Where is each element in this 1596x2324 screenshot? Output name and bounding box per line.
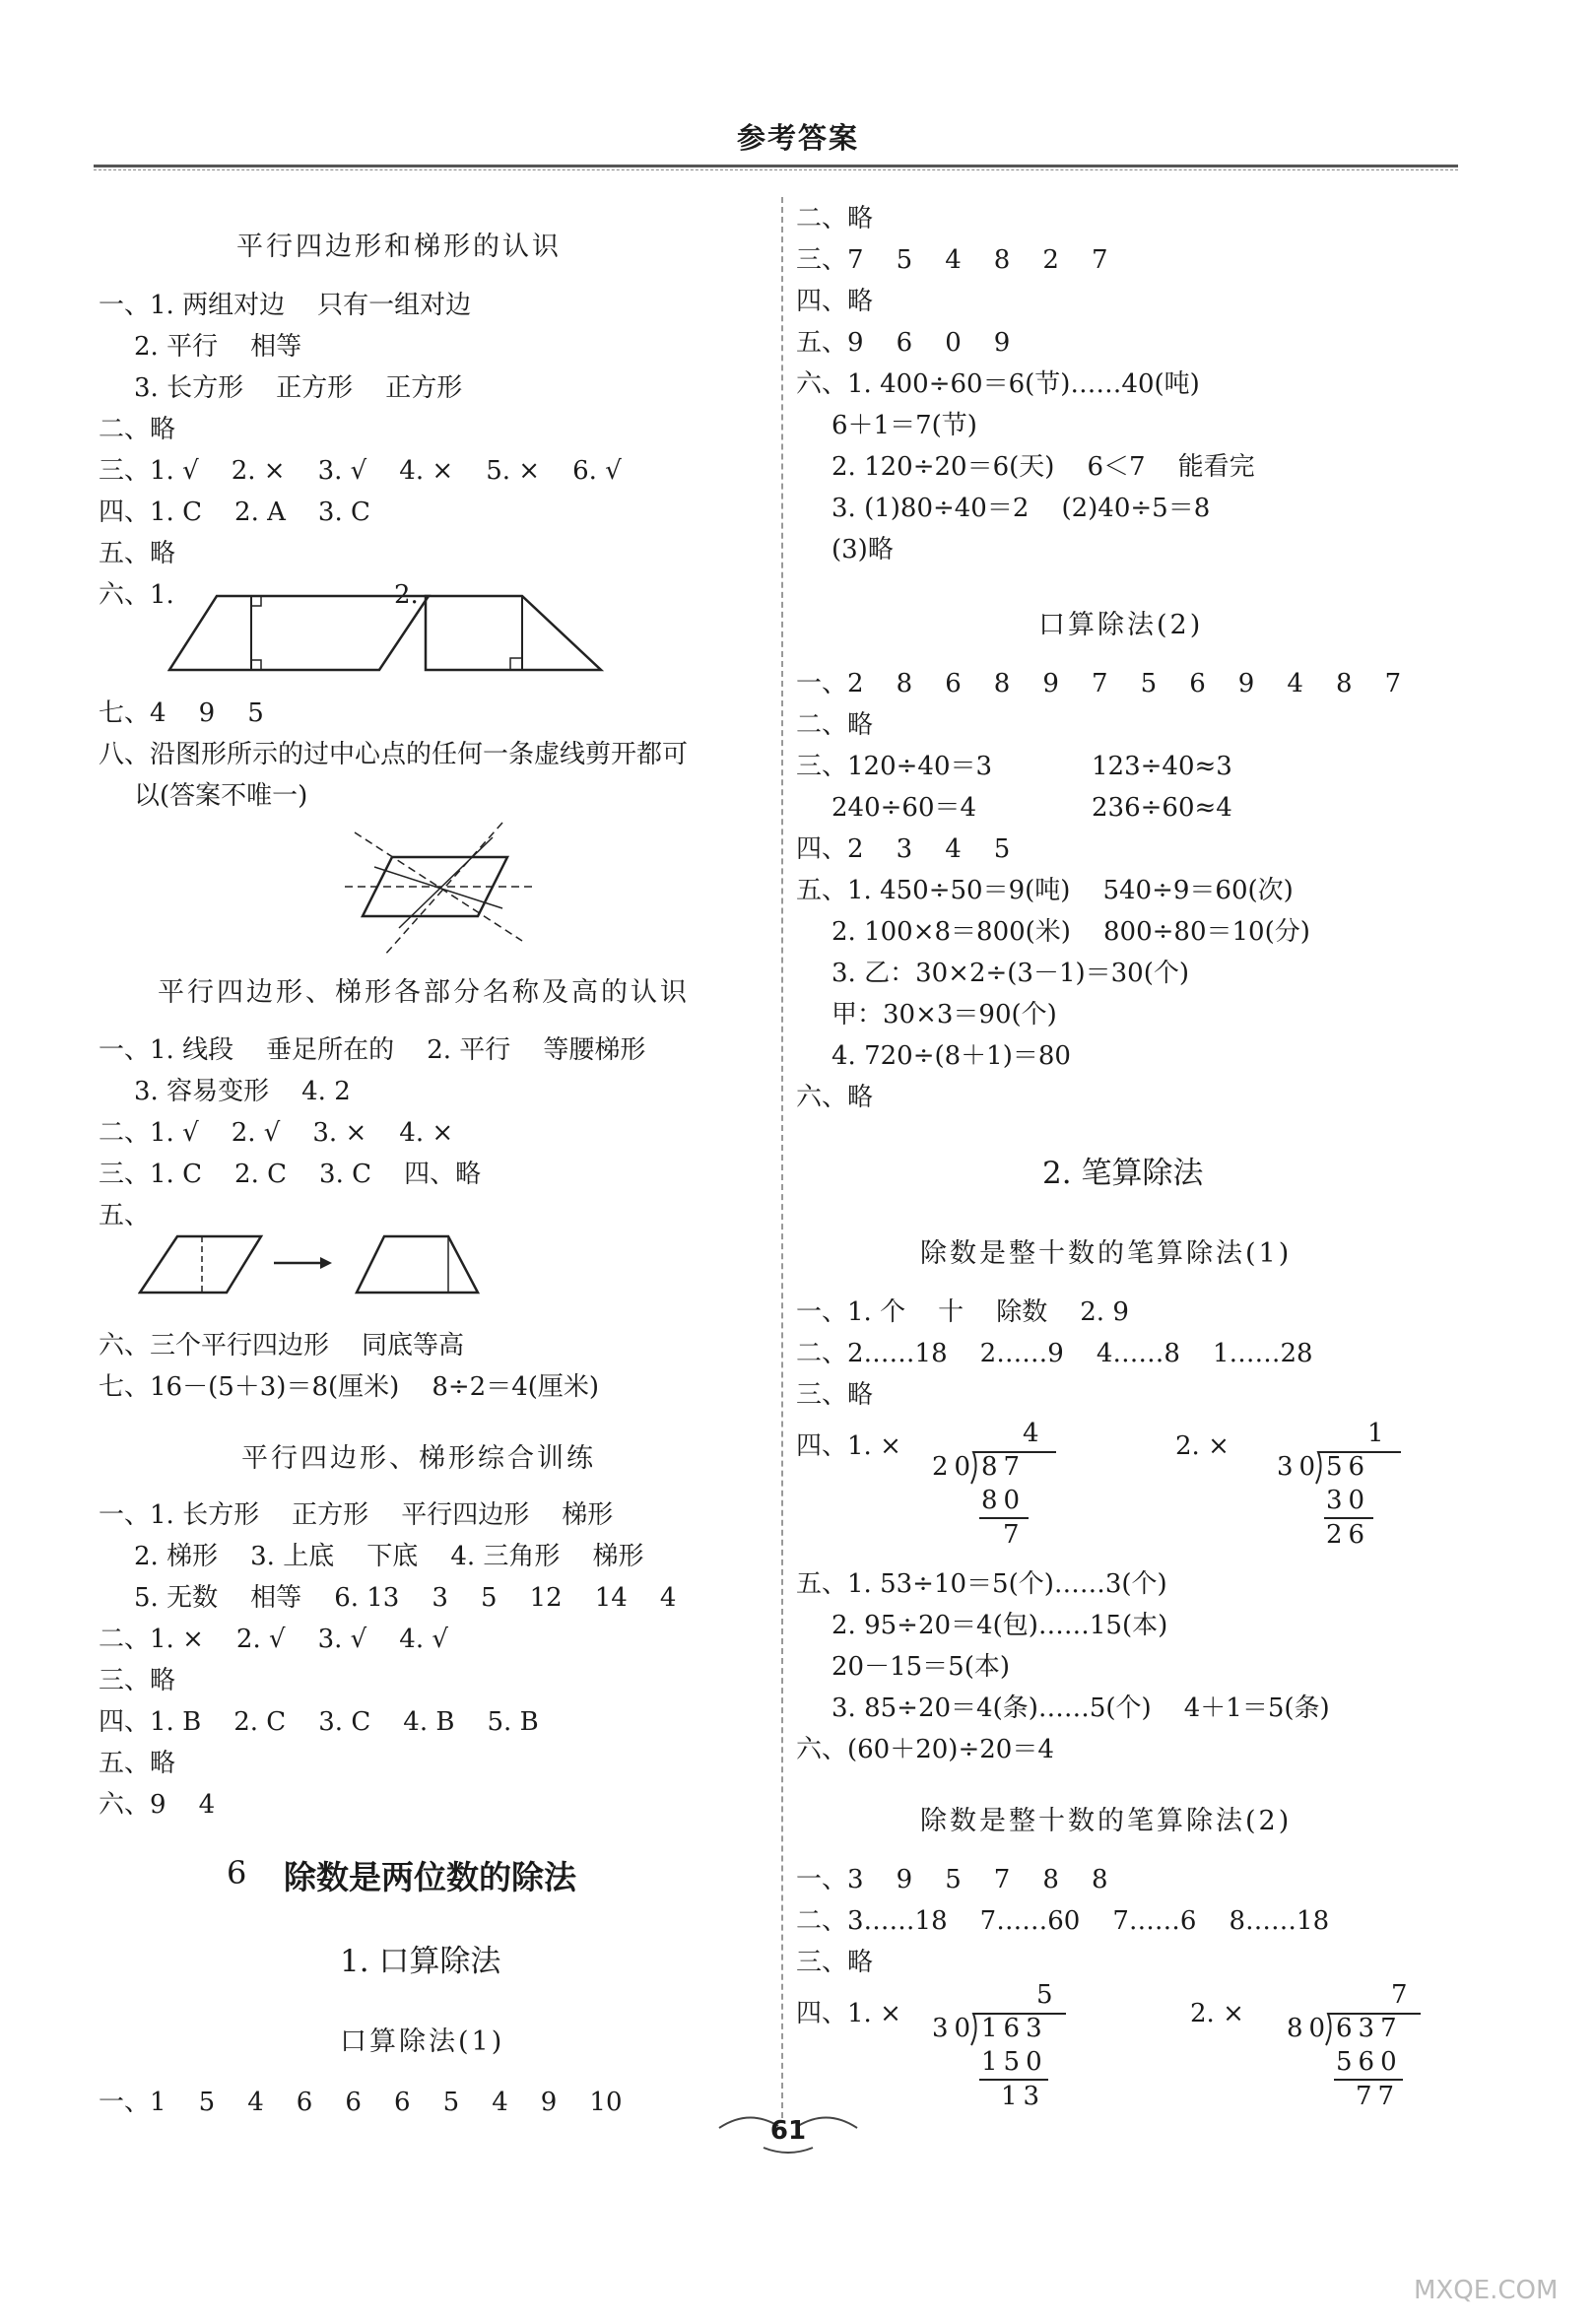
remainder: 7 <box>1003 1520 1026 1550</box>
answer-line: 三、7 5 4 8 2 7 <box>796 245 1108 275</box>
section-title: 口算除法(2) <box>1038 610 1204 640</box>
answer-line: 八、沿图形所示的过中心点的任何一条虚线剪开都可 <box>99 740 689 769</box>
dividend: 637 <box>1336 2014 1403 2043</box>
long-division <box>1277 1419 1415 1566</box>
answer-line: 5. 无数 相等 6. 13 3 5 12 14 4 <box>134 1583 677 1613</box>
answer-line: 一、1. 两组对边 只有一组对边 <box>99 291 472 320</box>
answer-line: 五、略 <box>99 1749 176 1778</box>
trapezoid-height-figure <box>424 591 621 680</box>
product: 150 <box>981 2047 1048 2077</box>
answer-line: 三、1. √ 2. × 3. √ 4. × 5. × 6. √ <box>99 456 622 486</box>
dividend: 56 <box>1326 1452 1371 1482</box>
dividend: 163 <box>981 2014 1048 2043</box>
answer-line: 4. 720÷(8＋1)＝80 <box>831 1041 1071 1071</box>
answer-line: 六、略 <box>796 1083 874 1112</box>
product: 80 <box>981 1486 1027 1515</box>
subsection-title: 2. 笔算除法 <box>1042 1156 1204 1191</box>
section-title: 口算除法(1) <box>340 2026 505 2057</box>
answer-line: 二、1. × 2. √ 3. √ 4. √ <box>99 1625 448 1654</box>
division-rule <box>1324 1517 1373 1519</box>
answer-line: 一、1. 个 十 除数 2. 9 <box>796 1297 1129 1327</box>
page-header-title: 参考答案 <box>736 121 859 155</box>
answer-line: 甲：30×3＝90(个) <box>831 1000 1057 1029</box>
answer-line: 一、2 8 6 8 9 7 5 6 9 4 8 7 <box>796 669 1402 698</box>
quotient: 7 <box>1391 1980 1414 2010</box>
quotient: 5 <box>1036 1980 1059 2010</box>
answer-line: 三、略 <box>796 1380 874 1410</box>
answer-line: 2. 100×8＝800(米) 800÷80＝10(分) <box>831 917 1310 947</box>
long-division <box>932 1419 1070 1566</box>
remainder: 77 <box>1356 2082 1401 2111</box>
answer-line: 五、 <box>99 1201 151 1230</box>
answer-line: 四、1. B 2. C 3. C 4. B 5. B <box>99 1707 539 1737</box>
answer-line: 三、1. C 2. C 3. C 四、略 <box>99 1160 482 1189</box>
answer-line: 3. (1)80÷40＝2 (2)40÷5＝8 <box>831 494 1211 523</box>
divisor: 20 <box>932 1452 977 1482</box>
answer-line: 二、略 <box>796 204 874 233</box>
remainder: 26 <box>1326 1520 1371 1550</box>
remainder: 13 <box>1001 2082 1046 2111</box>
divisor: 80 <box>1287 2014 1332 2043</box>
section-title: 除数是整十数的笔算除法(2) <box>920 1806 1293 1836</box>
answer-line: 五、9 6 0 9 <box>796 328 1011 358</box>
division-rule <box>979 2079 1048 2081</box>
answer-line: 3. 长方形 正方形 正方形 <box>134 373 463 403</box>
answer-line: 2. 120÷20＝6(天) 6＜7 能看完 <box>831 452 1255 482</box>
chapter-number: 6 <box>227 1854 247 1892</box>
answer-line: 123÷40≈3 <box>1092 752 1232 781</box>
divisor: 30 <box>1277 1452 1322 1482</box>
long-division <box>1287 1980 1454 2128</box>
page-number: 61 <box>769 2116 807 2146</box>
answer-line: 3. 乙：30×2÷(3－1)＝30(个) <box>831 959 1190 988</box>
answer-line: 二、1. √ 2. √ 3. × 4. × <box>99 1118 454 1148</box>
answer-line: 二、2……18 2……9 4……8 1……28 <box>796 1339 1313 1368</box>
answer-line: 二、略 <box>99 415 176 444</box>
column-divider <box>781 197 783 2118</box>
answer-line: 六、9 4 <box>99 1790 216 1820</box>
answer-line: 六、(60＋20)÷20＝4 <box>796 1735 1054 1764</box>
answer-line: 四、1. × <box>796 1999 901 2028</box>
answer-line: 七、16－(5＋3)＝8(厘米) 8÷2＝4(厘米) <box>99 1372 600 1402</box>
answer-line: 三、略 <box>796 1948 874 1977</box>
subsection-title: 1. 口算除法 <box>340 1944 501 1979</box>
answer-line: 20－15＝5(本) <box>831 1652 1010 1682</box>
dividend: 87 <box>981 1452 1027 1482</box>
header-rule <box>94 165 1458 167</box>
product: 30 <box>1326 1486 1371 1515</box>
answer-line: 一、1. 长方形 正方形 平行四边形 梯形 <box>99 1500 614 1530</box>
answer-line: 一、3 9 5 7 8 8 <box>796 1865 1108 1894</box>
answer-line: 2. × <box>1190 1999 1244 2028</box>
answer-line: 五、1. 450÷50＝9(吨) 540÷9＝60(次) <box>796 876 1294 905</box>
long-division <box>932 1980 1099 2128</box>
section-title: 平行四边形、梯形综合训练 <box>241 1443 596 1474</box>
answer-line: 2. 梯形 3. 上底 下底 4. 三角形 梯形 <box>134 1542 644 1571</box>
section-title: 平行四边形、梯形各部分名称及高的认识 <box>158 977 690 1008</box>
answer-line: 2. 95÷20＝4(包)……15(本) <box>831 1611 1168 1640</box>
answer-line: 240÷60＝4 <box>831 793 977 823</box>
answer-line: 四、2 3 4 5 <box>796 834 1011 864</box>
divisor: 30 <box>932 2014 977 2043</box>
answer-line: 2. × <box>1175 1431 1230 1461</box>
division-rule <box>979 1517 1029 1519</box>
answer-line: 二、略 <box>796 710 874 740</box>
answer-line: 二、3……18 7……60 7……6 8……18 <box>796 1906 1330 1936</box>
answer-line: 2. 平行 相等 <box>134 332 302 362</box>
answer-line: 3. 85÷20＝4(条)……5(个) 4＋1＝5(条) <box>831 1693 1330 1723</box>
answer-line: 四、1. C 2. A 3. C <box>99 498 370 527</box>
answer-line: 六、三个平行四边形 同底等高 <box>99 1331 465 1361</box>
answer-line: (3)略 <box>831 535 894 564</box>
answer-line: 五、略 <box>99 539 176 568</box>
watermark: MXQE.COM <box>1414 2276 1559 2305</box>
parallelogram-cut-lines-figure <box>345 818 542 965</box>
section-title: 除数是整十数的笔算除法(1) <box>920 1238 1293 1269</box>
answer-line: 三、120÷40＝3 <box>796 752 993 781</box>
answer-line: 一、1 5 4 6 6 6 5 4 9 10 <box>99 2088 623 2117</box>
section-title: 平行四边形和梯形的认识 <box>236 232 562 262</box>
answer-line: 六、1. <box>99 580 174 610</box>
parallelogram-height-figure <box>167 591 433 680</box>
answer-line: 6＋1＝7(节) <box>831 411 977 440</box>
answer-line: 七、4 9 5 <box>99 698 264 728</box>
answer-line: 三、略 <box>99 1666 176 1695</box>
product: 560 <box>1336 2047 1403 2077</box>
header-rule-dashed <box>94 169 1458 170</box>
division-rule <box>1334 2079 1403 2081</box>
answer-line: 四、略 <box>796 287 874 316</box>
quotient: 1 <box>1367 1419 1390 1448</box>
answer-line: 236÷60≈4 <box>1092 793 1232 823</box>
answer-line: 一、1. 线段 垂足所在的 2. 平行 等腰梯形 <box>99 1035 646 1065</box>
chapter-title: 除数是两位数的除法 <box>284 1858 576 1896</box>
quotient: 4 <box>1023 1419 1045 1448</box>
answer-line: 五、1. 53÷10＝5(个)……3(个) <box>796 1569 1167 1599</box>
answer-line: 六、1. 400÷60＝6(节)……40(吨) <box>796 369 1200 399</box>
answer-line: 以(答案不唯一) <box>134 781 308 811</box>
answer-line: 2. <box>394 580 419 610</box>
answer-line: 四、1. × <box>796 1431 901 1461</box>
parallelogram-to-trapezoid-figure <box>138 1231 552 1300</box>
answer-line: 3. 容易变形 4. 2 <box>134 1077 351 1106</box>
